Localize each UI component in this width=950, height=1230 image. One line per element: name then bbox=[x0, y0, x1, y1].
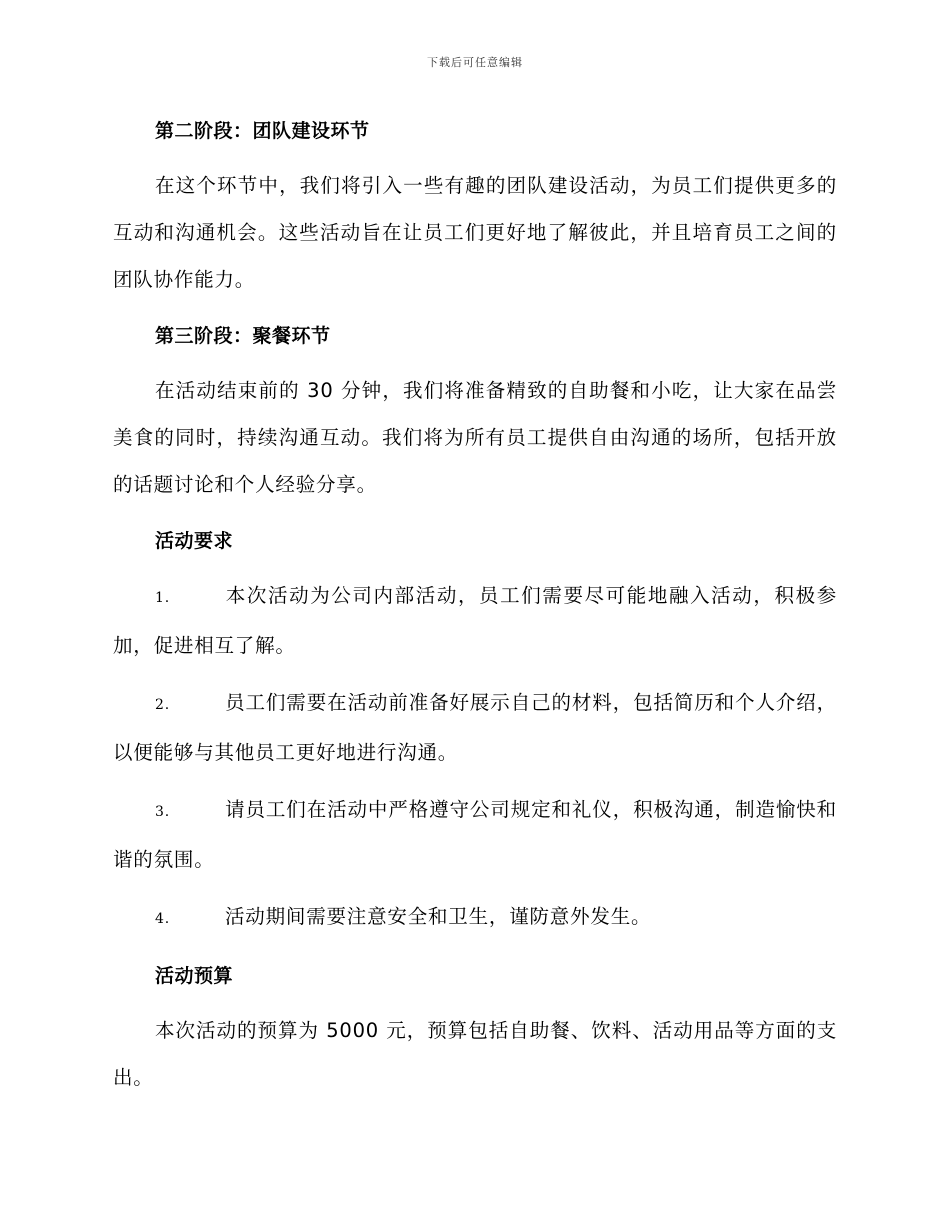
list-item-text: 活动期间需要注意安全和卫生，谨防意外发生。 bbox=[225, 905, 652, 928]
section-body-budget: 本次活动的预算为 5000 元，预算包括自助餐、饮料、活动用品等方面的支出。 bbox=[113, 1019, 837, 1089]
list-item bbox=[113, 893, 837, 943]
list-item bbox=[113, 572, 837, 669]
section-body-stage3: 在活动结束前的 30 分钟，我们将准备精致的自助餐和小吃，让大家在品尝美食的同时，持续沟通互动。我们将为所有员工提供自由沟通的场所，包括开放的话题讨论和个人经验分享。 bbox=[113, 379, 837, 496]
list-item-text: 本次活动为公司内部活动，员工们需要尽可能地融入活动，积极参加，促进相互了解。 bbox=[113, 584, 837, 657]
list-item-text: 员工们需要在活动前准备好展示自己的材料，包括简历和个人介绍，以便能够与其他员工更好地进行沟通。 bbox=[113, 691, 837, 764]
list-item-text: 请员工们在活动中严格遵守公司规定和礼仪，积极沟通，制造愉快和谐的氛围。 bbox=[113, 798, 837, 871]
list-item-number: 1. bbox=[155, 590, 170, 606]
page-header: 下载后可任意编辑 bbox=[427, 56, 523, 69]
section-heading-budget: 活动预算 bbox=[155, 965, 234, 987]
list-item-number: 4. bbox=[155, 911, 170, 927]
section-heading-requirements: 活动要求 bbox=[155, 530, 234, 552]
document-body bbox=[113, 108, 837, 1101]
section-heading-stage3: 第三阶段：聚餐环节 bbox=[155, 325, 331, 347]
section-heading-stage2: 第二阶段：团队建设环节 bbox=[155, 120, 370, 142]
list-item-number: 3. bbox=[155, 804, 170, 820]
list-item-number: 2. bbox=[155, 697, 170, 713]
list-item bbox=[113, 786, 837, 883]
list-item bbox=[113, 679, 837, 776]
section-body-stage2: 在这个环节中，我们将引入一些有趣的团队建设活动，为员工们提供更多的互动和沟通机会。这些活动旨在让员工们更好地了解彼此，并且培育员工之间的团队协作能力。 bbox=[113, 174, 837, 291]
